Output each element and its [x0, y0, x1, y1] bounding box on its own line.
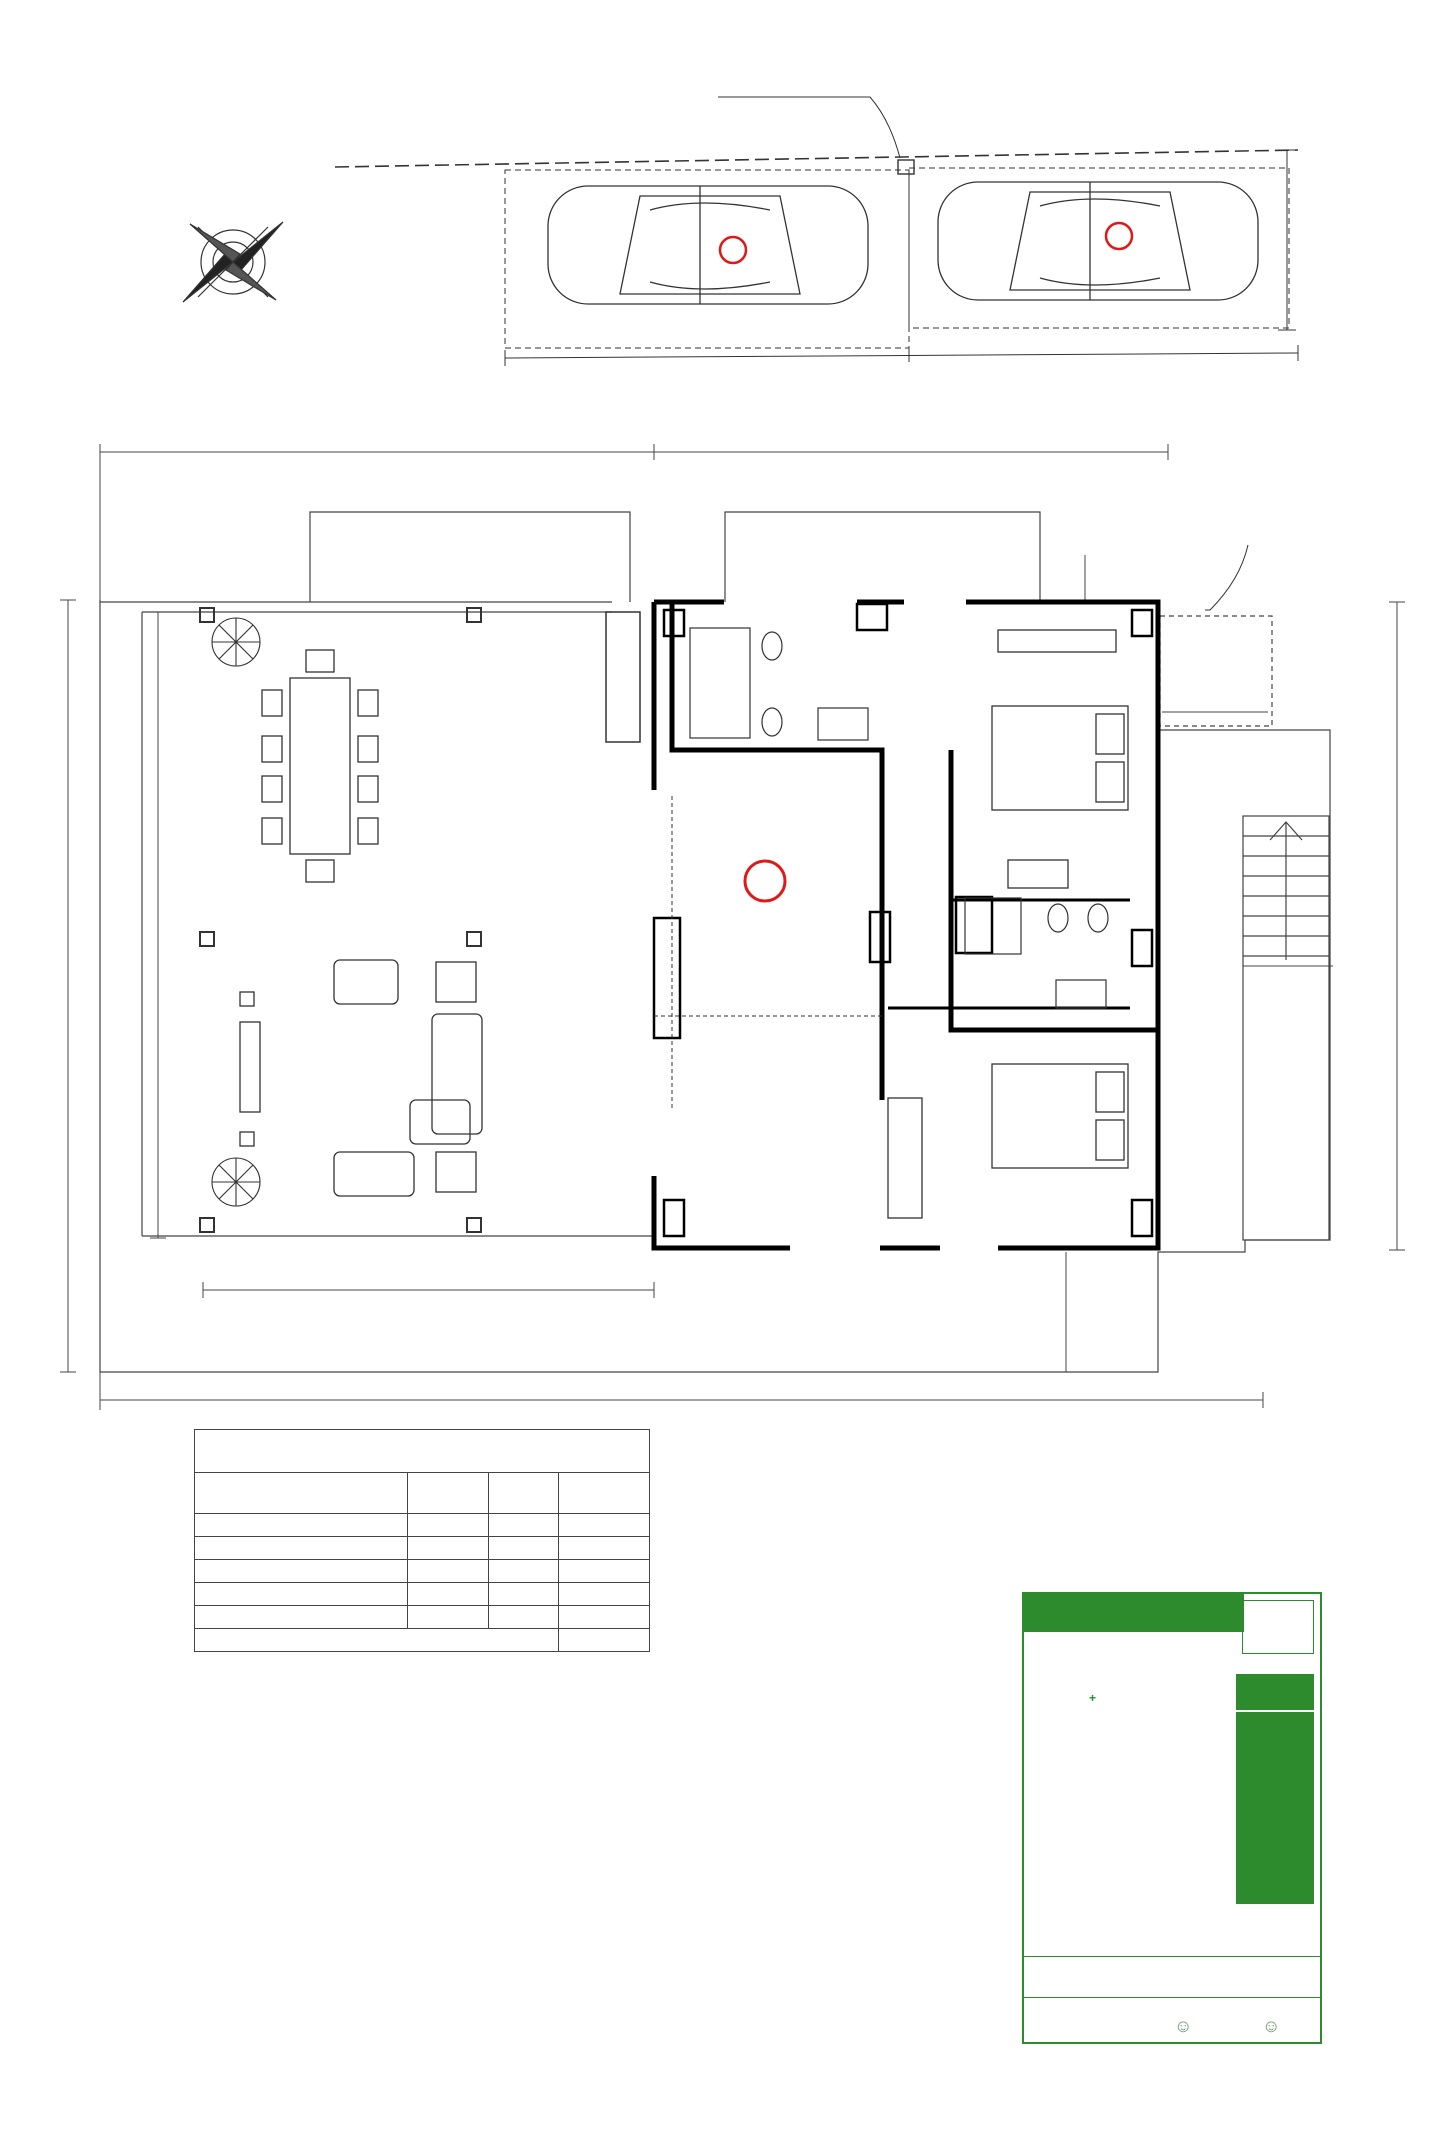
row-pct [488, 1583, 558, 1606]
table-total-row [195, 1629, 650, 1652]
row-pct [488, 1537, 558, 1560]
table-header-lorda [408, 1473, 489, 1514]
description-block [120, 1702, 980, 1708]
ape-logo [1242, 1600, 1314, 1654]
table-header-blank [195, 1473, 408, 1514]
row-conv [559, 1606, 650, 1629]
energy-certificate [1022, 1592, 1322, 2044]
compass-rose [183, 222, 283, 302]
door-openings [654, 796, 882, 1110]
row-label [195, 1606, 408, 1629]
summer-smiley-icon: ☺ [1262, 2016, 1281, 2036]
row-lorda [408, 1537, 489, 1560]
row-conv [559, 1560, 650, 1583]
wall-pillars [654, 604, 1152, 1236]
energy-class-box [1236, 1712, 1314, 1904]
row-label [195, 1537, 408, 1560]
beds [888, 630, 1128, 1218]
row-label [195, 1514, 408, 1537]
nzeb-badge [1236, 1674, 1314, 1710]
row-lorda [408, 1514, 489, 1537]
bathroom-fixtures [690, 628, 1108, 1008]
row-lorda [408, 1560, 489, 1583]
table-header-conv [559, 1473, 650, 1514]
total-label [195, 1629, 559, 1652]
energy-header [1024, 1594, 1244, 1632]
row-lorda [408, 1583, 489, 1606]
car-left [548, 186, 868, 304]
plants [212, 618, 260, 1206]
table-row [195, 1583, 650, 1606]
winter-smiley-icon: ☺ [1174, 2016, 1193, 2036]
renewable-label [1024, 1956, 1320, 1963]
table-row [195, 1514, 650, 1537]
car-right [938, 182, 1258, 300]
row-pct [488, 1606, 558, 1629]
terrace-outline [100, 512, 1330, 1372]
row-label [195, 1560, 408, 1583]
table-row [195, 1606, 650, 1629]
row-pct [488, 1514, 558, 1537]
plus-icon: + [1089, 1691, 1097, 1705]
row-conv [559, 1537, 650, 1560]
kitchen-counter [606, 612, 640, 742]
row-label [195, 1583, 408, 1606]
table-row [195, 1560, 650, 1583]
dining-table [262, 650, 378, 882]
total-value [559, 1629, 650, 1652]
parking-area [335, 97, 1298, 366]
area-summary-table [194, 1429, 650, 1652]
row-pct [488, 1560, 558, 1583]
row-conv [559, 1583, 650, 1606]
table-title [195, 1430, 650, 1473]
dimension-lines [60, 444, 1405, 1410]
table-row [195, 1537, 650, 1560]
table-header-pct [488, 1473, 558, 1514]
apartment-walls [654, 602, 1158, 1248]
columns [200, 608, 481, 1232]
row-conv [559, 1514, 650, 1537]
row-lorda [408, 1606, 489, 1629]
more-efficient-label [1089, 1691, 1096, 1705]
lounge-furniture [240, 960, 482, 1196]
energy-footer [1024, 1997, 1320, 2042]
